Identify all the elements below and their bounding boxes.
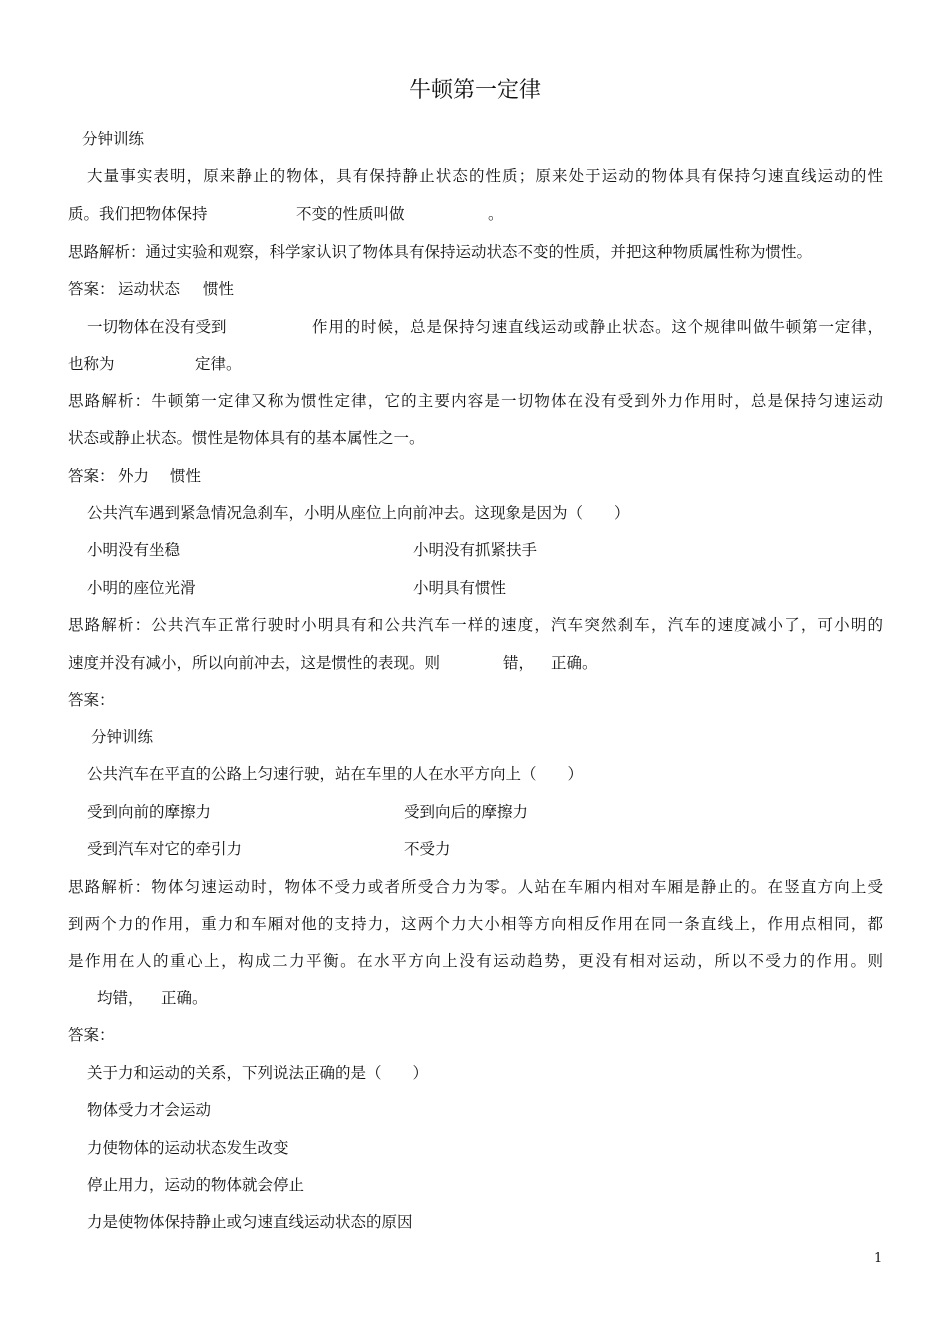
question-1-answer-2: 惯性 (203, 280, 235, 298)
question-2-line-2a: 也称为 (68, 355, 115, 373)
question-2-line-1a: 一切物体在没有受到 (87, 318, 227, 336)
question-4-option-a: 受到向前的摩擦力 (87, 803, 212, 821)
question-4-option-c: 受到汽车对它的牵引力 (87, 840, 243, 858)
question-2-answer-1: 外力 (118, 467, 150, 485)
question-2-analysis-line-2: 状态或静止状态。惯性是物体具有的基本属性之一。 (68, 429, 425, 447)
question-4-analysis-line-4a: 均错， (97, 989, 144, 1007)
question-3-answer-label: 答案： (68, 691, 115, 709)
question-3-analysis-line-2a: 速度并没有减小，所以向前冲去，这是惯性的表现。则 (68, 654, 441, 672)
question-4-option-b: 受到向后的摩擦力 (404, 803, 529, 821)
question-2-line-2b: 定律。 (195, 355, 242, 373)
question-5-option-b: 力使物体的运动状态发生改变 (87, 1139, 289, 1157)
question-4-analysis-line-1: 思路解析：物体匀速运动时，物体不受力或者所受合力为零。人站在车厢内相对车厢是静止的。在竖直方向上受 (68, 878, 883, 896)
question-3-option-a: 小明没有坐稳 (87, 541, 181, 559)
question-4-answer-label: 答案： (68, 1026, 115, 1044)
question-3-stem: 公共汽车遇到紧急情况急刹车，小明从座位上向前冲去。这现象是因为（ ） (87, 504, 630, 522)
section-heading: 分钟训练 (82, 130, 145, 148)
question-1-line-2a: 质。我们把物体保持 (68, 205, 208, 223)
section-heading: 分钟训练 (91, 728, 154, 746)
question-5-stem: 关于力和运动的关系，下列说法正确的是（ ） (87, 1064, 429, 1082)
question-1-answer-1: 运动状态 (118, 280, 181, 298)
question-3-analysis-line-2b: 错， (503, 654, 535, 672)
question-3-analysis-line-2c: 正确。 (551, 654, 598, 672)
question-2-answer-label: 答案： (68, 467, 115, 485)
question-3-option-c: 小明的座位光滑 (87, 579, 196, 597)
question-4-analysis-line-2: 到两个力的作用，重力和车厢对他的支持力，这两个力大小相等方向相反作用在同一条直线上，作用点相同，都 (68, 915, 883, 933)
question-1-line-1: 大量事实表明，原来静止的物体，具有保持静止状态的性质；原来处于运动的物体具有保持匀速直线运动的性 (87, 167, 883, 185)
question-2-analysis-line-1: 思路解析：牛顿第一定律又称为惯性定律，它的主要内容是一切物体在没有受到外力作用时，总是保持匀速运动 (68, 392, 883, 410)
question-3-option-b: 小明没有抓紧扶手 (413, 541, 538, 559)
question-2-answer-2: 惯性 (170, 467, 202, 485)
question-4-stem: 公共汽车在平直的公路上匀速行驶，站在车里的人在水平方向上（ ） (87, 765, 584, 783)
question-1-line-2c: 。 (488, 205, 504, 223)
document-title: 牛顿第一定律 (408, 78, 541, 103)
question-1-analysis: 思路解析：通过实验和观察，科学家认识了物体具有保持运动状态不变的性质，并把这种物质属性称为惯性。 (68, 243, 813, 261)
question-3-analysis-line-1: 思路解析：公共汽车正常行驶时小明具有和公共汽车一样的速度，汽车突然刹车，汽车的速度减小了，可小明的 (68, 616, 883, 634)
question-4-analysis-line-3: 是作用在人的重心上，构成二力平衡。在水平方向上没有运动趋势，更没有相对运动，所以不受力的作用。则 (68, 952, 883, 970)
question-4-option-d: 不受力 (404, 840, 451, 858)
question-2-line-1b: 作用的时候，总是保持匀速直线运动或静止状态。这个规律叫做牛顿第一定律， (312, 318, 883, 336)
question-5-option-c: 停止用力，运动的物体就会停止 (87, 1176, 305, 1194)
question-1-line-2b: 不变的性质叫做 (296, 205, 405, 223)
question-1-answer-label: 答案： (68, 280, 115, 298)
question-5-option-a: 物体受力才会运动 (87, 1101, 212, 1119)
page-number: 1 (874, 1251, 883, 1266)
question-4-analysis-line-4b: 正确。 (161, 989, 208, 1007)
question-3-option-d: 小明具有惯性 (413, 579, 507, 597)
question-5-option-d: 力是使物体保持静止或匀速直线运动状态的原因 (87, 1213, 413, 1231)
